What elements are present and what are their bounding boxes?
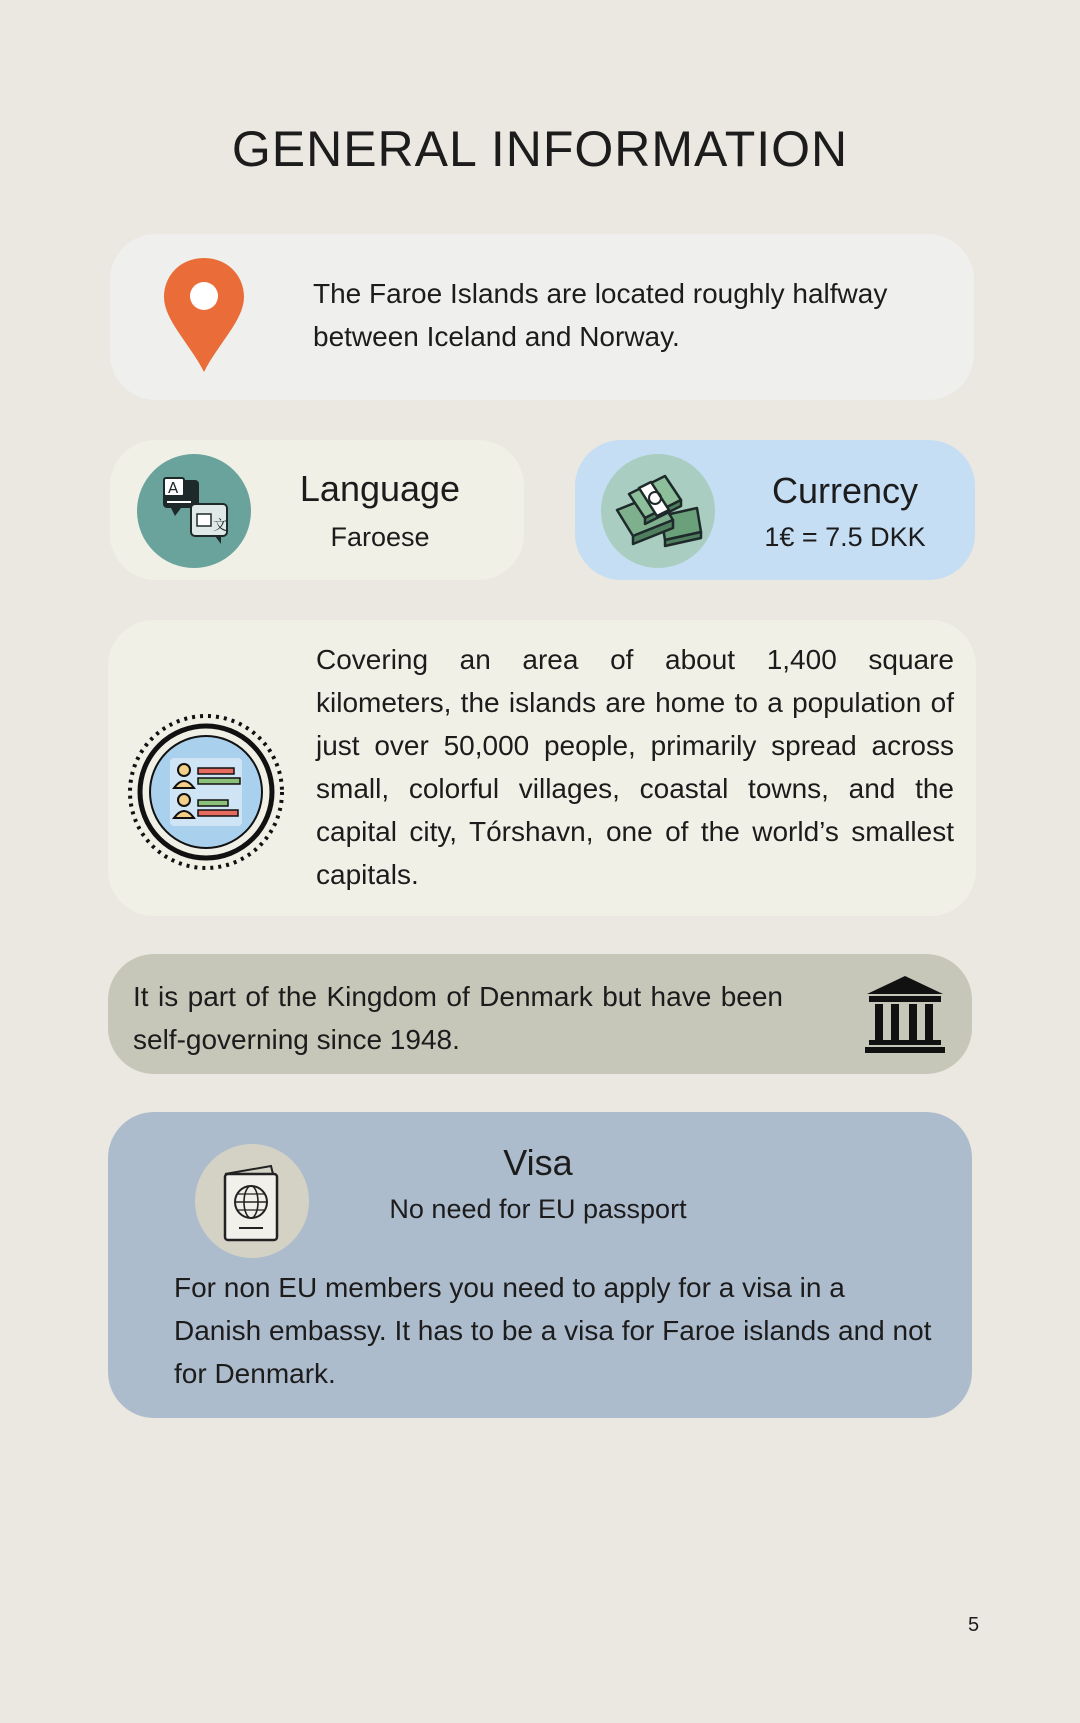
visa-label: Visa — [503, 1142, 573, 1183]
translate-icon — [137, 454, 251, 568]
visa-card — [108, 1112, 972, 1418]
language-icon-circle — [137, 454, 251, 568]
location-card — [110, 234, 974, 400]
svg-text:A: A — [168, 479, 179, 497]
population-chart-icon — [126, 712, 286, 872]
money-stack-icon — [601, 454, 715, 568]
page-title: GENERAL INFORMATION — [231, 121, 849, 177]
government-building-icon — [863, 974, 947, 1054]
currency-label: Currency — [771, 470, 919, 511]
visa-icon-circle — [195, 1144, 309, 1258]
svg-text:文: 文 — [213, 518, 227, 534]
population-card — [108, 620, 976, 916]
population-text: Covering an area of about 1,400 square kilometers, the islands are home to a population of just over 50,000 people, primarily spread across small, colorful villages, coastal towns, and the capital city, Tórshavn, one of the world’s smallest capitals. — [316, 644, 954, 890]
currency-card — [575, 440, 975, 580]
passport-icon — [195, 1144, 309, 1258]
language-card — [110, 440, 524, 580]
currency-icon-circle — [601, 454, 715, 568]
currency-value: 1€ = 7.5 DKK — [764, 522, 926, 552]
visa-subtitle: No need for EU passport — [389, 1194, 687, 1224]
kingdom-card — [108, 954, 972, 1074]
language-value: Faroese — [330, 522, 430, 552]
kingdom-text: It is part of the Kingdom of Denmark but have been self-governing since 1948. — [133, 981, 783, 1055]
page-number: 5 — [968, 1614, 980, 1636]
visa-text: For non EU members you need to apply for a visa in a Danish embassy. It has to be a visa for Faroe islands and not for Denmark. — [174, 1272, 932, 1389]
location-text: The Faroe Islands are located roughly halfway between Iceland and Norway. — [313, 278, 888, 352]
language-label: Language — [299, 468, 461, 509]
map-pin-icon — [162, 256, 246, 374]
